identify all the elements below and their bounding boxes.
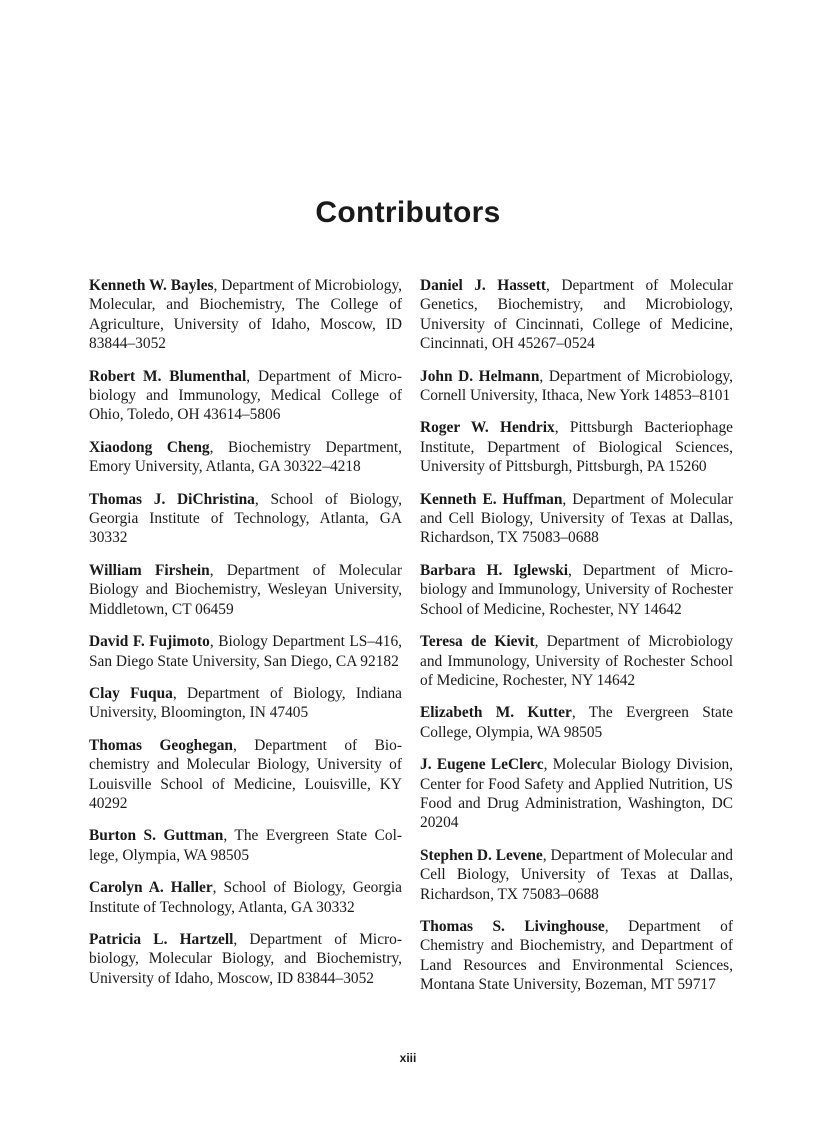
- contributor-entry: [420, 917, 733, 995]
- contributor-affiliation: , Department of Biology, Indiana University, Bloomington, IN 47405: [89, 684, 403, 722]
- contributor-affiliation: , Department of Microbiology, Molecular Biology, and Biochemistry, University of Idaho, Moscow, ID 83844–3052: [89, 930, 402, 987]
- contributor-name: Kenneth W. Bayles: [89, 277, 214, 294]
- contributor-name: Kenneth E. Huffman: [420, 490, 563, 508]
- contributor-affiliation: , Department of Microbiology and Immunology, University of Rochester School of Medicine, Rochester, NY 14642: [420, 561, 733, 618]
- contributor-entry: [420, 755, 733, 833]
- contributor-entry: [89, 632, 402, 671]
- contributor-affiliation: , Biology Department LS–416, San Diego State University, San Diego, CA 92182: [89, 633, 402, 670]
- contributor-name: Thomas S. Livinghouse: [420, 917, 605, 935]
- contributors-left-column: [89, 276, 402, 1001]
- contributor-affiliation: , Department of Microbiology and Immunology, Medical College of Ohio, Toledo, OH 43614–5806: [89, 367, 402, 424]
- contributor-name: Thomas J. DiChristina: [89, 490, 255, 508]
- contributor-affiliation: , Department of Molecular and Cell Biology, University of Texas at Dallas, Richardson, TX 75083–0688: [420, 846, 733, 903]
- contributor-name: Stephen D. Levene: [420, 846, 543, 864]
- contributors-right-column: [420, 276, 733, 1008]
- contributor-name: Clay Fuqua: [89, 684, 173, 702]
- contributor-name: Daniel J. Hassett: [420, 277, 546, 294]
- contributor-entry: [89, 878, 402, 917]
- page-number: xiii: [399, 1051, 417, 1065]
- contributor-affiliation: , Department of Biochemistry and Molecular Biology, University of Louisville School of Medicine, Louisville, KY 40292: [89, 736, 402, 812]
- contributor-affiliation: , Molecular Biology Division, Center for Food Safety and Applied Nutrition, US Food and Drug Administration, Washington, DC 20204: [420, 756, 734, 832]
- contributor-entry: [420, 418, 733, 476]
- contributor-entry: [420, 632, 733, 690]
- contributor-affiliation: , Department of Microbiology and Immunology, University of Rochester School of Medicine, Rochester, NY 14642: [420, 633, 733, 689]
- contributor-entry: [420, 703, 733, 742]
- contributor-entry: [420, 561, 733, 619]
- contributor-entry: [89, 438, 402, 477]
- contributor-name: Xiaodong Cheng: [89, 438, 210, 456]
- contributor-name: John D. Helmann: [420, 367, 540, 385]
- contributor-entry: [89, 684, 402, 723]
- contributor-entry: [89, 826, 402, 865]
- contributor-name: J. Eugene LeClerc: [420, 756, 544, 774]
- contributor-name: Elizabeth M. Kutter: [420, 704, 572, 722]
- contributor-affiliation: , Department of Molecular and Cell Biology, University of Texas at Dallas, Richardson, TX 75083–0688: [420, 490, 733, 547]
- contributor-affiliation: , Pittsburgh Bacteriophage Institute, Department of Biological Sciences, University of Pittsburgh, Pittsburgh, PA 15260: [420, 419, 733, 476]
- contributor-name: Teresa de Kievit: [420, 633, 535, 651]
- contributor-affiliation: , Department of Molecular Biology and Biochemistry, Wesleyan University, Middletown, CT 06459: [89, 561, 402, 618]
- contributor-affiliation: , The Evergreen State College, Olympia, WA 98505: [420, 704, 733, 741]
- contributor-affiliation: , Biochemistry Department, Emory University, Atlanta, GA 30322–4218: [89, 438, 402, 476]
- page-title: Contributors: [315, 196, 501, 229]
- contributor-entry: [420, 846, 733, 904]
- contributor-affiliation: , The Evergreen State College, Olympia, WA 98505: [89, 827, 403, 864]
- contributor-entry: [89, 276, 402, 354]
- contributor-name: Roger W. Hendrix: [420, 419, 555, 437]
- contributor-affiliation: , School of Biology, Georgia Institute of Technology, Atlanta, GA 30332: [89, 490, 402, 547]
- contributor-entry: [89, 367, 402, 425]
- contributor-entry: [89, 930, 402, 988]
- contributor-name: Patricia L. Hartzell: [89, 930, 234, 948]
- contributor-affiliation: , Department of Chemistry and Biochemistry, and Department of Land Resources and Environmental Sciences, Montana State University, Bozeman, MT 59717: [420, 917, 734, 994]
- contributor-entry: [89, 736, 402, 814]
- contributor-name: Robert M. Blumenthal: [89, 367, 247, 385]
- contributor-name: Carolyn A. Haller: [89, 879, 213, 897]
- contributor-entry: [420, 490, 733, 548]
- contributor-name: Barbara H. Iglewski: [420, 561, 569, 579]
- contributor-name: Thomas Geoghegan: [89, 736, 233, 754]
- contributor-name: David F. Fujimoto: [89, 633, 210, 651]
- contributor-affiliation: , Department of Microbiology, Cornell University, Ithaca, New York 14853–8101: [420, 367, 733, 405]
- contributor-entry: [420, 367, 733, 406]
- contributor-affiliation: , School of Biology, Georgia Institute of Technology, Atlanta, GA 30332: [89, 879, 402, 916]
- contributor-name: Burton S. Guttman: [89, 827, 224, 845]
- contributor-entry: [420, 276, 733, 354]
- contributor-entry: [89, 561, 402, 619]
- contributor-name: William Firshein: [89, 561, 210, 579]
- contributor-affiliation: , Department of Microbiology, Molecular, and Biochemistry, The College of Agriculture, University of Idaho, Moscow, ID 83844–3052: [89, 277, 402, 353]
- contributor-affiliation: , Department of Molecular Genetics, Biochemistry, and Microbiology, University of Cincinnati, College of Medicine, Cincinnati, OH 45267–0524: [420, 277, 734, 353]
- contributor-entry: [89, 490, 402, 548]
